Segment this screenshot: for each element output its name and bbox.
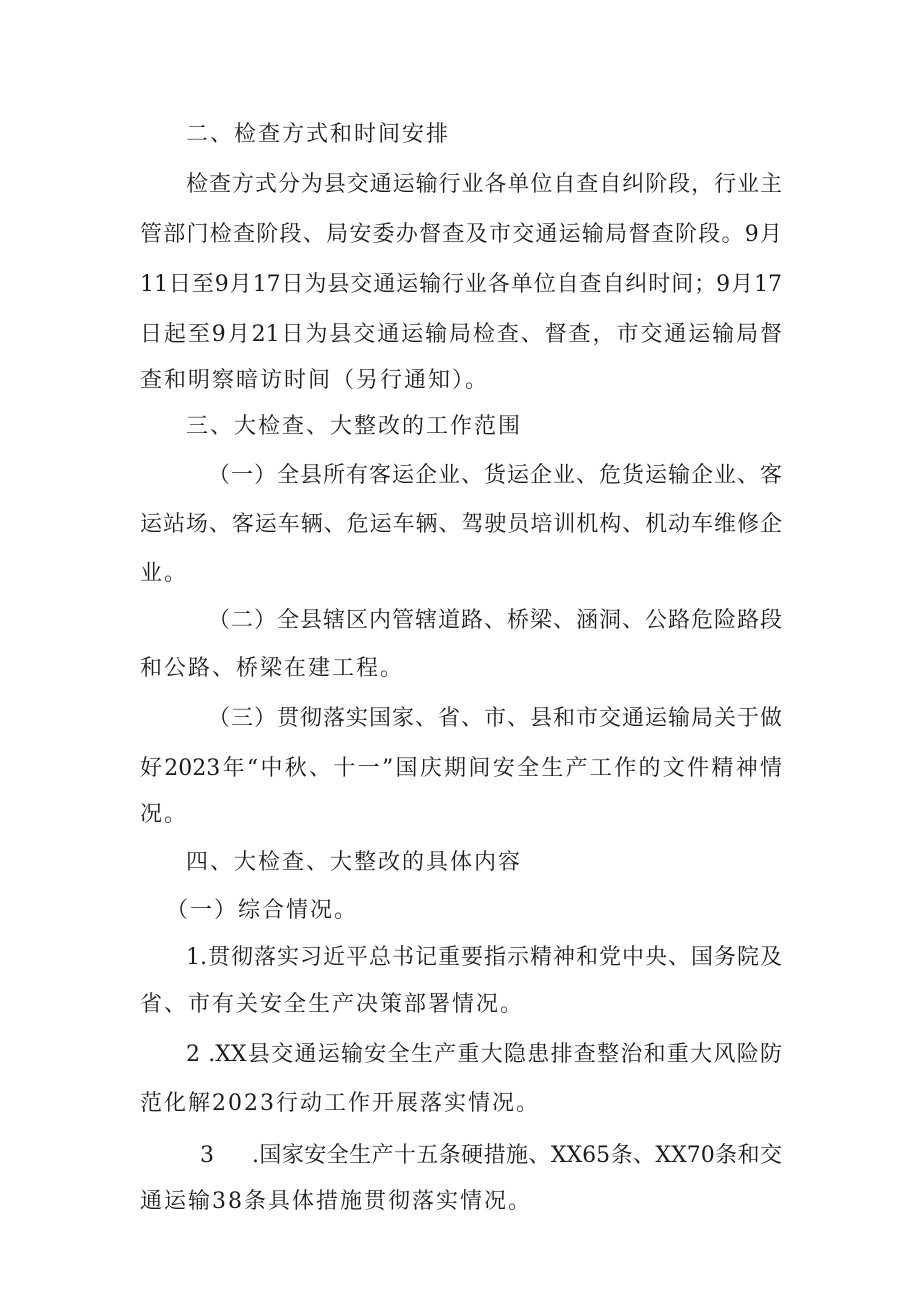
section-heading-4: 四、大检查、大整改的具体内容 [186, 850, 523, 875]
point-2-line-1: 2 .XX县交通运输安全生产重大隐患排查整治和重大风险防 [186, 1042, 782, 1067]
section-3-item-2-line-2: 和公路、桥梁在建工程。 [140, 656, 405, 681]
point-3-line-1: .国家安全生产十五条硬措施、XX65条、XX70条和交 [252, 1143, 782, 1168]
section-2-line-5: 查和明察暗访时间（另行通知）。 [140, 368, 490, 393]
point-1-line-2: 省、市有关安全生产决策部署情况。 [140, 992, 525, 1017]
section-heading-2: 二、检查方式和时间安排 [186, 122, 451, 147]
point-3-line-2: 通运输38条具体措施贯彻落实情况。 [140, 1189, 532, 1214]
section-3-item-3-line-2: 好2023年“中秋、十一”国庆期间安全生产工作的文件精神情 [140, 756, 782, 781]
section-3-item-3-line-1: （三）贯彻落实国家、省、市、县和市交通运输局关于做 [208, 706, 782, 731]
section-2-line-2: 管部门检查阶段、局安委办督查及市交通运输局督查阶段。9月 [140, 222, 782, 247]
section-2-line-1: 检查方式分为县交通运输行业各单位自查自纠阶段，行业主 [186, 172, 782, 197]
section-3-item-1-line-3: 业。 [140, 561, 189, 586]
section-2-line-3: 11日至9月17日为县交通运输行业各单位自查自纠时间；9月17 [140, 272, 782, 297]
subsection-heading-1: （一）综合情况。 [166, 898, 359, 923]
point-3-number: 3 [200, 1143, 216, 1168]
section-2-line-4: 日起至9月21日为县交通运输局检查、督查，市交通运输局督 [140, 322, 782, 347]
section-3-item-2-line-1: （二）全县辖区内管辖道路、桥梁、涵洞、公路危险路段 [208, 608, 782, 633]
section-3-item-3-line-3: 况。 [140, 802, 189, 827]
point-2-line-2: 范化解2023行动工作开展落实情况。 [140, 1091, 540, 1116]
section-heading-3: 三、大检查、大整改的工作范围 [186, 414, 523, 439]
section-3-item-1-line-1: （一）全县所有客运企业、货运企业、危货运输企业、客 [208, 463, 782, 488]
point-1-line-1: 1.贯彻落实习近平总书记重要指示精神和党中央、国务院及 [186, 945, 782, 970]
section-3-item-1-line-2: 运站场、客运车辆、危运车辆、驾驶员培训机构、机动车维修企 [140, 512, 782, 537]
